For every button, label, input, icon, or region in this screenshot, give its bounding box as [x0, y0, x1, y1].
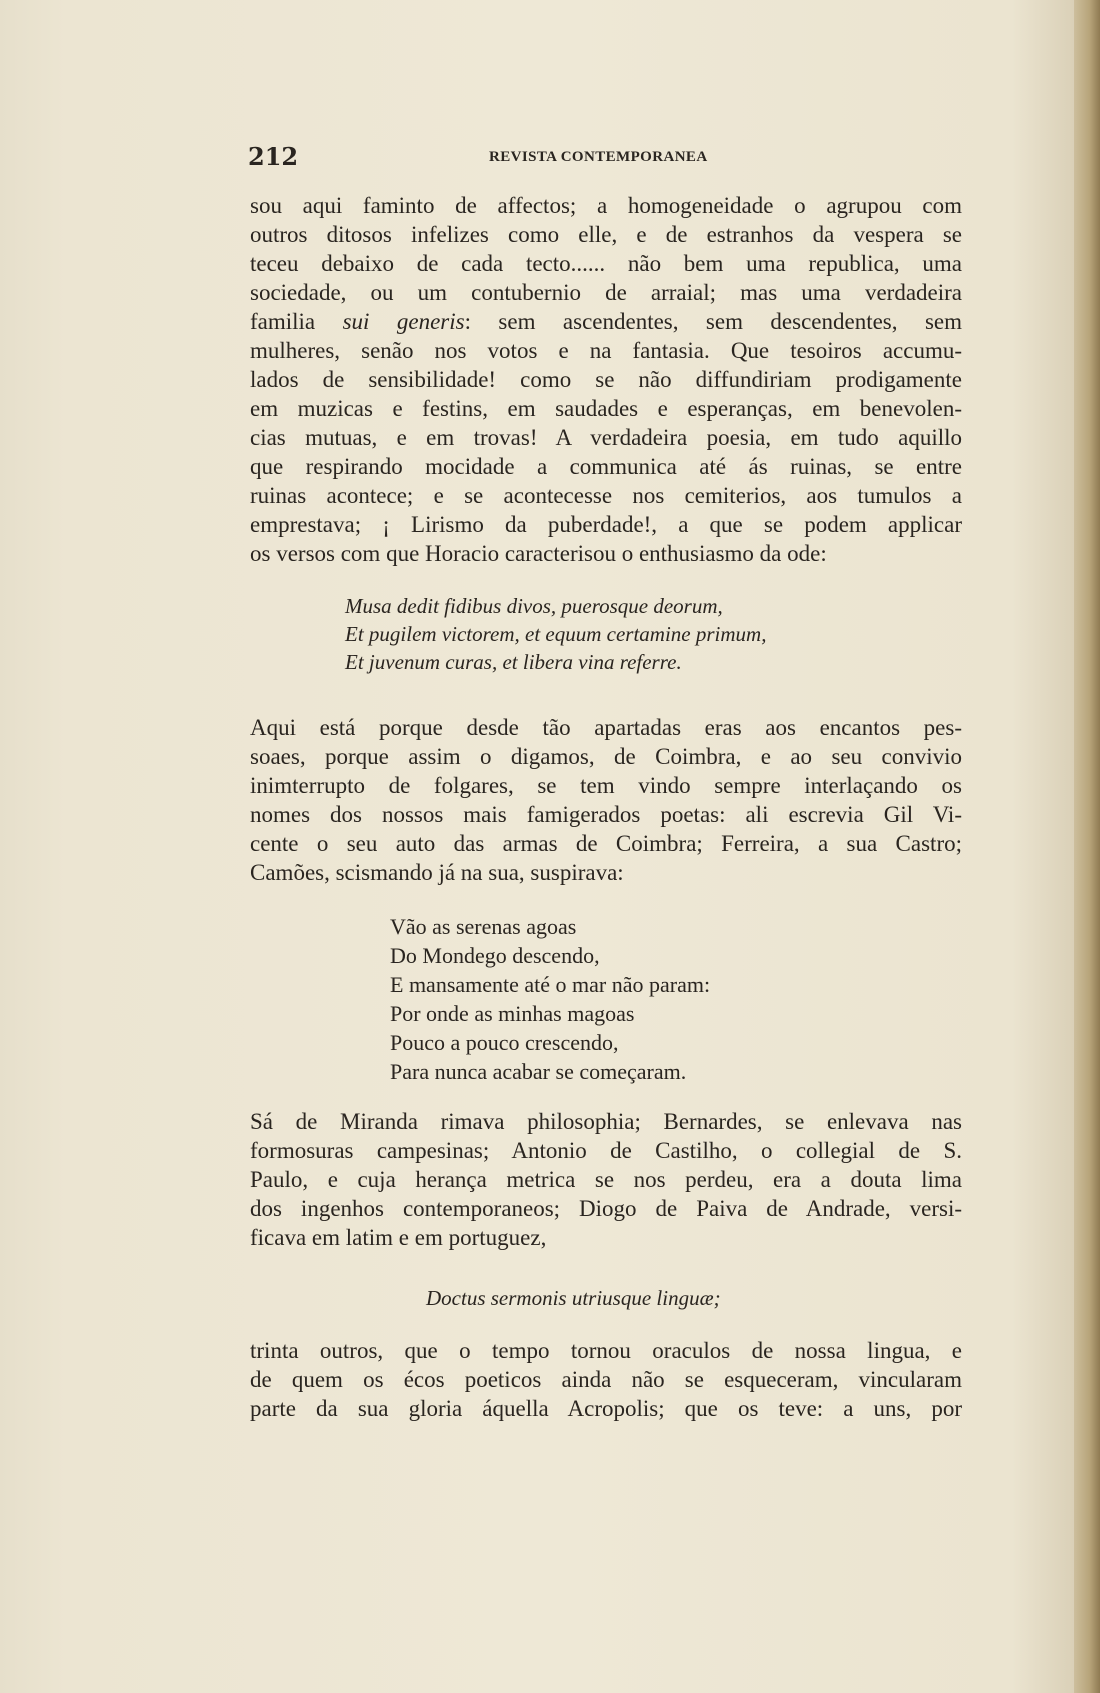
text-line: ruinas acontece; e se acontecesse nos cemiterios, aos tumulos a [250, 483, 962, 508]
page-number: 212 [248, 142, 299, 171]
doctus-quote [426, 1284, 721, 1312]
text-line: lados de sensibilidade! como se não diffundiriam prodigamente [250, 367, 962, 392]
verse-line: E mansamente até o mar não param: [390, 972, 711, 997]
verse-line: Pouco a pouco crescendo, [390, 1030, 619, 1055]
running-head: REVISTA CONTEMPORANEA [489, 149, 708, 165]
text-line [250, 307, 962, 336]
text-line: os versos com que Horacio caracterisou o enthusiasmo da ode: [250, 541, 827, 566]
paragraph-2 [250, 713, 962, 887]
text-line: trinta outros, que o tempo tornou oraculos de nossa lingua, e [250, 1338, 962, 1363]
text-fragment: familia [250, 309, 316, 334]
text-line: que respirando mocidade a communica até ás ruinas, se entre [250, 454, 962, 479]
text-line: emprestava; ¡ Lirismo da puberdade!, a que se podem applicar [250, 512, 962, 537]
text-line: em muzicas e festins, em saudades e esperanças, em benevolen- [250, 396, 962, 421]
text-line: ficava em latim e em portuguez, [250, 1225, 547, 1250]
paragraph-3 [250, 1107, 962, 1252]
verse-line: Doctus sermonis utriusque linguæ; [426, 1286, 721, 1310]
text-line: cias mutuas, e em trovas! A verdadeira poesia, em tudo aquillo [250, 425, 962, 450]
text-line: formosuras campesinas; Antonio de Castilho, o collegial de S. [250, 1138, 962, 1163]
italic-phrase: sui generis [342, 309, 465, 334]
verse-line: Musa dedit fidibus divos, puerosque deorum, [345, 594, 723, 618]
text-line: mulheres, senão nos votos e na fantasia. Que tesoiros accumu- [250, 338, 962, 363]
latin-verse-quote [345, 592, 766, 676]
page-header [248, 142, 948, 182]
text-line: Aqui está porque desde tão apartadas eras aos encantos pes- [250, 715, 962, 740]
verse-line: Vão as serenas agoas [390, 914, 577, 939]
text-fragment: : sem ascendentes, sem descendentes, sem [464, 309, 962, 334]
text-line: Camões, scismando já na sua, suspirava: [250, 860, 624, 885]
text-line: sociedade, ou um contubernio de arraial; mas uma verdadeira [250, 280, 962, 305]
verse-line: Para nunca acabar se começaram. [390, 1059, 687, 1084]
paragraph-1 [250, 191, 962, 568]
camoes-verse-quote [390, 912, 710, 1086]
text-line: dos ingenhos contemporaneos; Diogo de Paiva de Andrade, versi- [250, 1196, 962, 1221]
verse-line: Et pugilem victorem, et equum certamine primum, [345, 622, 767, 646]
text-line: sou aqui faminto de affectos; a homogeneidade o agrupou com [250, 193, 962, 218]
text-line: inimterrupto de folgares, se tem vindo sempre interlaçando os [250, 773, 962, 798]
verse-line: Por onde as minhas magoas [390, 1001, 635, 1026]
text-line: parte da sua gloria áquella Acropolis; que os teve: a uns, por [250, 1396, 962, 1421]
book-spine-edge [1074, 0, 1100, 1693]
verse-line: Do Mondego descendo, [390, 943, 600, 968]
text-line: soaes, porque assim o digamos, de Coimbra, e ao seu convivio [250, 744, 962, 769]
text-line: de quem os écos poeticos ainda não se esqueceram, vincularam [250, 1367, 962, 1392]
text-line: teceu debaixo de cada tecto...... não bem uma republica, uma [250, 251, 962, 276]
verse-line: Et juvenum curas, et libera vina referre. [345, 650, 682, 674]
paragraph-4 [250, 1336, 962, 1423]
text-line: outros ditosos infelizes como elle, e de estranhos da vespera se [250, 222, 962, 247]
text-line: Paulo, e cuja herança metrica se nos perdeu, era a douta lima [250, 1167, 962, 1192]
text-line: Sá de Miranda rimava philosophia; Bernardes, se enlevava nas [250, 1109, 962, 1134]
text-line: cente o seu auto das armas de Coimbra; Ferreira, a sua Castro; [250, 831, 962, 856]
text-line: nomes dos nossos mais famigerados poetas: ali escrevia Gil Vi- [250, 802, 962, 827]
